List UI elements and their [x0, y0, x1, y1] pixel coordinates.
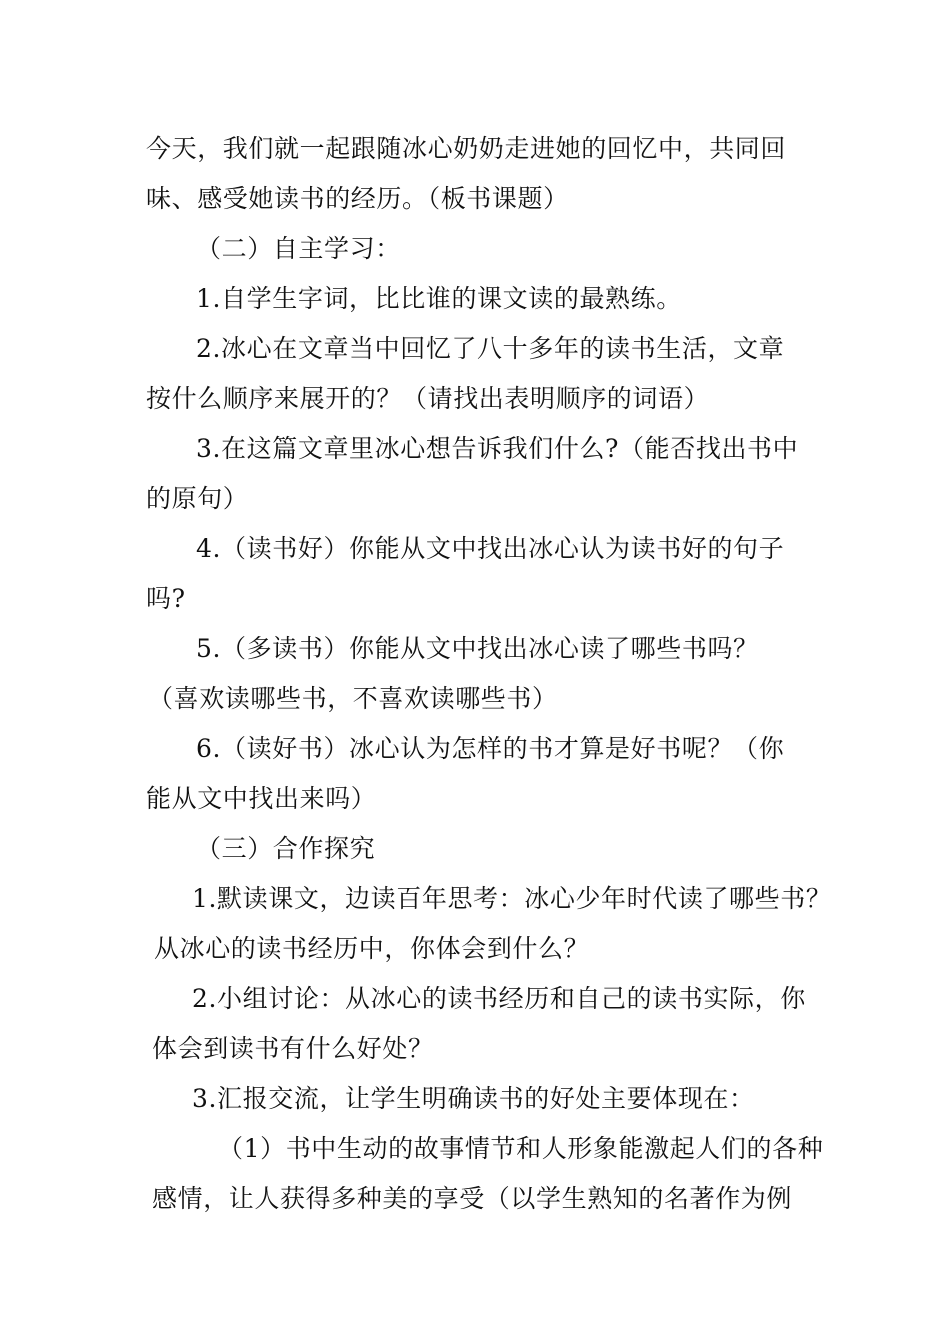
paragraph-line: 味、感受她读书的经历。（板书课题）: [146, 184, 569, 213]
sub-list-item: （1）书中生动的故事情节和人形象能激起人们的各种: [218, 1134, 824, 1163]
list-item: 1.默读课文，边读百年思考：冰心少年时代读了哪些书？: [192, 884, 832, 913]
list-item: 3.在这篇文章里冰心想告诉我们什么?（能否找出书中: [196, 434, 799, 463]
list-item-continuation: 从冰心的读书经历中，你体会到什么？: [154, 934, 590, 963]
section-heading: （三）合作探究: [196, 834, 376, 863]
list-item: 6.（读好书）冰心认为怎样的书才算是好书呢？（你: [196, 734, 785, 763]
list-item: 2.小组讨论：从冰心的读书经历和自己的读书实际，你: [192, 984, 806, 1013]
list-item-continuation: 的原句）: [146, 484, 249, 513]
list-item: 4.（读书好）你能从文中找出冰心认为读书好的句子: [196, 534, 785, 563]
list-item-continuation: 吗?: [146, 584, 186, 613]
list-item: 2.冰心在文章当中回忆了八十多年的读书生活，文章: [196, 334, 785, 363]
sub-list-item-continuation: 感情，让人获得多种美的享受（以学生熟知的名著作为例: [152, 1184, 793, 1213]
section-heading: （二）自主学习：: [196, 234, 401, 263]
list-item: 1.自学生字词，比比谁的课文读的最熟练。: [196, 284, 682, 313]
list-item-continuation: （喜欢读哪些书，不喜欢读哪些书）: [148, 684, 558, 713]
list-item-continuation: 体会到读书有什么好处？: [152, 1034, 434, 1063]
paragraph-line: 今天，我们就一起跟随冰心奶奶走进她的回忆中，共同回: [146, 134, 787, 163]
list-item: 3.汇报交流，让学生明确读书的好处主要体现在：: [192, 1084, 755, 1113]
list-item-continuation: 按什么顺序来展开的？（请找出表明顺序的词语）: [146, 384, 710, 413]
list-item: 5.（多读书）你能从文中找出冰心读了哪些书吗？: [196, 634, 759, 663]
list-item-continuation: 能从文中找出来吗）: [146, 784, 377, 813]
